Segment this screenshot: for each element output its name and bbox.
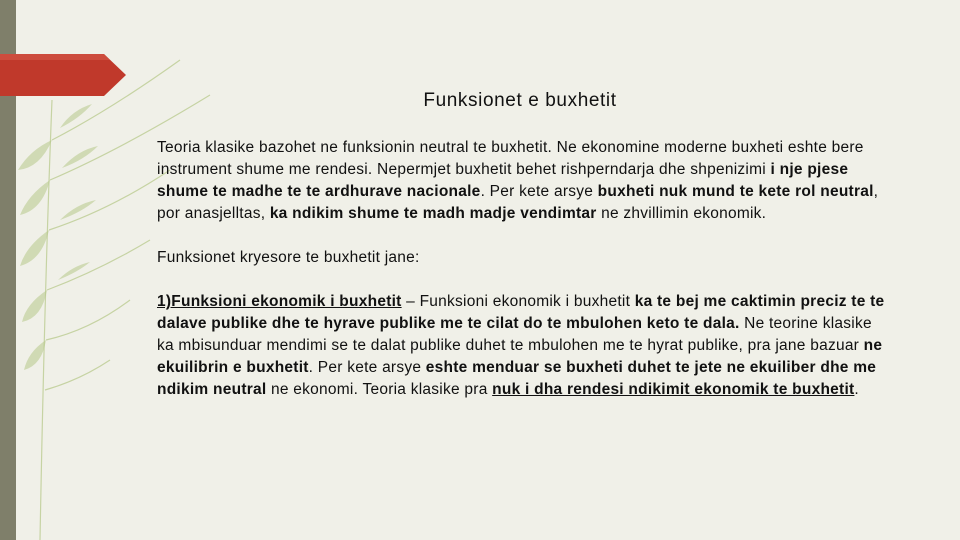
- slide-title: Funksionet e buxhetit: [423, 90, 617, 111]
- text-run: .: [854, 381, 859, 398]
- text-run: . Per kete arsye: [308, 359, 426, 376]
- text-run: – Funksioni ekonomik i buxhetit: [401, 293, 635, 310]
- paragraph-intro: [157, 137, 887, 225]
- bold-underlined-run: nuk i dha rendesi ndikimit ekonomik te buxhetit: [492, 381, 855, 398]
- text-run: . Per kete arsye: [480, 183, 598, 200]
- text-run: ne zhvillimin ekonomik.: [596, 205, 767, 222]
- spacer: [157, 225, 887, 247]
- bold-run: buxheti nuk mund te kete rol neutral: [597, 183, 874, 200]
- bold-underlined-run: 1)Funksioni ekonomik i buxhetit: [157, 293, 402, 310]
- text-run: Teoria klasike bazohet ne funksionin neutral te buxhetit. Ne ekonomine moderne buxheti eshte bere instrument shume me rendesi. Nepermjet buxhetit behet rishperndarja dhe shpenizimi: [157, 139, 864, 178]
- text-run: ne ekonomi. Teoria klasike pra: [266, 381, 493, 398]
- text-run: Ne teorine klasike ka mbisunduar mendimi se te dalat publike duhet te mbulohen me te hyrat publike, pra jane bazuar: [157, 315, 872, 354]
- bold-run: eshte menduar se buxheti duhet te jete ne ekuiliber dhe me ndikim neutral: [157, 359, 877, 398]
- bold-run: ne ekuilibrin e buxhetit: [157, 337, 883, 376]
- spacer: [157, 269, 887, 291]
- text-run: , por anasjelltas,: [157, 183, 879, 222]
- slide-body: [157, 137, 887, 401]
- paragraph-economic-function: [157, 291, 887, 401]
- paragraph-functions-heading: Funksionet kryesore te buxhetit jane:: [157, 249, 420, 266]
- bold-run: ka te bej me caktimin preciz te te dalave publike dhe te hyrave publike me te cilat do te mbulohen keto te dala.: [157, 293, 885, 332]
- bold-run: ka ndikim shume te madh madje vendimtar: [269, 205, 597, 222]
- bold-run: i nje pjese shume te madhe te te ardhurave nacionale: [157, 161, 849, 200]
